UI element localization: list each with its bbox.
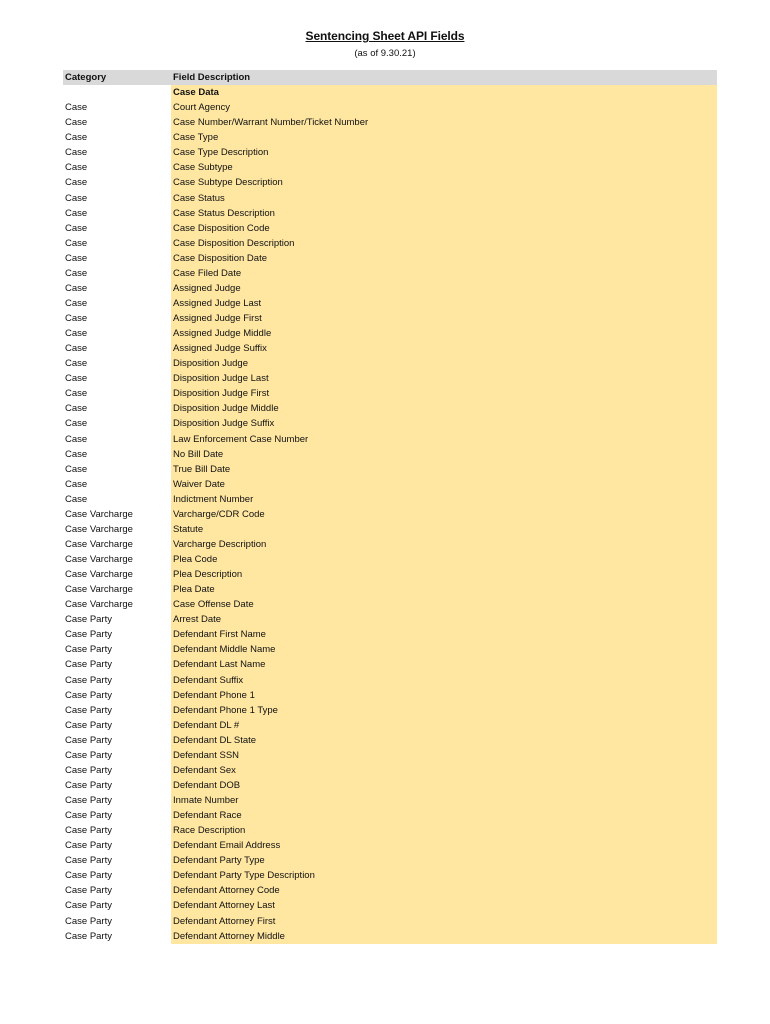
table-row xyxy=(63,868,717,883)
row-field-description: Defendant Attorney First xyxy=(171,914,717,929)
row-field-description: Plea Description xyxy=(171,567,717,582)
row-field-description: Varcharge Description xyxy=(171,537,717,552)
table-row xyxy=(63,477,717,492)
table-row xyxy=(63,175,717,190)
row-field-description: Case Filed Date xyxy=(171,266,717,281)
row-field-description: Disposition Judge xyxy=(171,356,717,371)
row-field-description: Defendant Party Type xyxy=(171,853,717,868)
row-category: Case Varcharge xyxy=(65,569,133,581)
row-category: Case xyxy=(65,207,88,219)
row-field-description: Case Offense Date xyxy=(171,597,717,612)
row-category: Case Party xyxy=(65,749,112,761)
row-field-description: Defendant Middle Name xyxy=(171,642,717,657)
row-category: Case Party xyxy=(65,915,112,927)
row-field-description: Indictment Number xyxy=(171,492,717,507)
row-field-description: Inmate Number xyxy=(171,793,717,808)
table-row xyxy=(63,793,717,808)
table-row xyxy=(63,266,717,281)
table-row xyxy=(63,507,717,522)
row-category: Case Party xyxy=(65,734,112,746)
table-row xyxy=(63,386,717,401)
row-field-description: Defendant DL State xyxy=(171,733,717,748)
table-row xyxy=(63,130,717,145)
fields-table xyxy=(63,70,717,944)
row-category: Case Party xyxy=(65,900,112,912)
row-category: Case Varcharge xyxy=(65,538,133,550)
table-row xyxy=(63,582,717,597)
row-field-description: Case Number/Warrant Number/Ticket Number xyxy=(171,115,717,130)
row-category: Case Party xyxy=(65,779,112,791)
row-field-description: Defendant Sex xyxy=(171,763,717,778)
table-row xyxy=(63,191,717,206)
row-category: Case Party xyxy=(65,795,112,806)
row-category: Case Party xyxy=(65,840,112,852)
row-category: Case xyxy=(65,222,88,234)
table-row xyxy=(63,221,717,236)
row-category: Case Party xyxy=(65,629,112,641)
section-title: Case Data xyxy=(171,85,717,100)
row-field-description: Statute xyxy=(171,522,717,537)
row-field-description: True Bill Date xyxy=(171,462,717,477)
page-subtitle: (as of 9.30.21) xyxy=(354,48,416,59)
row-field-description: No Bill Date xyxy=(171,447,717,462)
row-field-description: Assigned Judge Middle xyxy=(171,326,717,341)
row-category: Case xyxy=(65,433,88,445)
row-field-description: Arrest Date xyxy=(171,612,717,627)
row-category: Case xyxy=(65,147,88,159)
row-category: Case xyxy=(65,373,88,385)
row-category: Case xyxy=(65,343,88,355)
row-field-description: Defendant Attorney Last xyxy=(171,898,717,913)
table-row xyxy=(63,160,717,175)
row-category: Case xyxy=(65,282,88,294)
row-category: Case xyxy=(65,192,88,204)
row-field-description: Case Disposition Description xyxy=(171,236,717,251)
row-category: Case xyxy=(65,388,88,400)
row-field-description: Case Subtype xyxy=(171,160,717,175)
table-row xyxy=(63,100,717,115)
row-field-description: Case Disposition Code xyxy=(171,221,717,236)
row-field-description: Court Agency xyxy=(171,100,717,115)
row-field-description: Defendant Phone 1 xyxy=(171,688,717,703)
table-row xyxy=(63,838,717,853)
row-category: Case xyxy=(65,463,88,475)
table-row xyxy=(63,597,717,612)
row-field-description: Plea Code xyxy=(171,552,717,567)
row-field-description: Defendant Phone 1 Type xyxy=(171,703,717,718)
table-row xyxy=(63,432,717,447)
row-field-description: Defendant Attorney Code xyxy=(171,883,717,898)
row-field-description: Defendant Suffix xyxy=(171,673,717,688)
table-row xyxy=(63,657,717,672)
table-row xyxy=(63,145,717,160)
table-row xyxy=(63,401,717,416)
row-category: Case Party xyxy=(65,764,112,776)
table-row xyxy=(63,552,717,567)
row-category: Case Party xyxy=(65,885,112,897)
header-category: Category xyxy=(65,72,107,83)
table-row xyxy=(63,115,717,130)
row-field-description: Case Type xyxy=(171,130,717,145)
table-row xyxy=(63,718,717,733)
table-row xyxy=(63,251,717,266)
section-category-empty xyxy=(63,85,171,100)
row-category: Case Party xyxy=(65,674,112,686)
row-field-description: Defendant DL # xyxy=(171,718,717,733)
row-field-description: Defendant DOB xyxy=(171,778,717,793)
header-field-description: Field Description xyxy=(171,70,717,85)
row-category: Case xyxy=(65,403,88,415)
table-row xyxy=(63,356,717,371)
row-field-description: Case Type Description xyxy=(171,145,717,160)
table-row xyxy=(63,898,717,913)
row-category: Case Varcharge xyxy=(65,508,133,520)
row-field-description: Defendant Email Address xyxy=(171,838,717,853)
row-category: Case Party xyxy=(65,930,112,942)
table-row xyxy=(63,522,717,537)
row-field-description: Law Enforcement Case Number xyxy=(171,432,717,447)
row-category: Case xyxy=(65,297,88,309)
row-field-description: Defendant SSN xyxy=(171,748,717,763)
row-category: Case xyxy=(65,418,88,430)
row-field-description: Defendant Last Name xyxy=(171,657,717,672)
row-field-description: Defendant First Name xyxy=(171,627,717,642)
table-row xyxy=(63,371,717,386)
row-category: Case Party xyxy=(65,810,112,822)
row-category: Case Party xyxy=(65,870,112,882)
row-field-description: Race Description xyxy=(171,823,717,838)
row-field-description: Assigned Judge Suffix xyxy=(171,341,717,356)
row-category: Case xyxy=(65,237,88,249)
row-field-description: Waiver Date xyxy=(171,477,717,492)
table-row xyxy=(63,703,717,718)
row-category: Case Party xyxy=(65,855,112,867)
row-category: Case Party xyxy=(65,644,112,656)
row-category: Case Party xyxy=(65,614,112,626)
row-category: Case Party xyxy=(65,825,112,837)
table-row xyxy=(63,688,717,703)
row-field-description: Plea Date xyxy=(171,582,717,597)
row-category: Case xyxy=(65,162,88,174)
row-field-description: Disposition Judge Middle xyxy=(171,401,717,416)
row-category: Case xyxy=(65,493,88,505)
row-field-description: Disposition Judge Last xyxy=(171,371,717,386)
row-field-description: Assigned Judge First xyxy=(171,311,717,326)
table-row xyxy=(63,929,717,944)
row-category: Case xyxy=(65,177,88,189)
page-title: Sentencing Sheet API Fields xyxy=(305,29,465,43)
table-row xyxy=(63,763,717,778)
row-category: Case xyxy=(65,448,88,460)
table-row xyxy=(63,612,717,627)
row-field-description: Case Subtype Description xyxy=(171,175,717,190)
table-row xyxy=(63,296,717,311)
row-category: Case Party xyxy=(65,659,112,671)
row-category: Case xyxy=(65,132,88,144)
row-field-description: Defendant Party Type Description xyxy=(171,868,717,883)
table-row xyxy=(63,778,717,793)
table-row xyxy=(63,281,717,296)
row-category: Case xyxy=(65,358,88,370)
table-row xyxy=(63,311,717,326)
table-row xyxy=(63,236,717,251)
table-row xyxy=(63,567,717,582)
row-category: Case xyxy=(65,252,88,264)
table-row xyxy=(63,914,717,929)
row-field-description: Disposition Judge First xyxy=(171,386,717,401)
row-category: Case Varcharge xyxy=(65,599,133,611)
row-category: Case Varcharge xyxy=(65,584,133,596)
table-row xyxy=(63,341,717,356)
table-row xyxy=(63,808,717,823)
row-field-description: Assigned Judge Last xyxy=(171,296,717,311)
table-header-row xyxy=(63,70,717,85)
row-field-description: Disposition Judge Suffix xyxy=(171,416,717,431)
row-category: Case xyxy=(65,267,88,279)
row-category: Case xyxy=(65,478,88,490)
table-row xyxy=(63,537,717,552)
row-field-description: Case Status xyxy=(171,191,717,206)
row-category: Case Varcharge xyxy=(65,554,133,565)
table-row xyxy=(63,853,717,868)
row-category: Case Varcharge xyxy=(65,523,133,535)
table-row xyxy=(63,326,717,341)
row-category: Case Party xyxy=(65,719,112,731)
table-row xyxy=(63,733,717,748)
row-category: Case xyxy=(65,313,88,324)
row-category: Case xyxy=(65,328,88,340)
table-row xyxy=(63,673,717,688)
row-field-description: Case Disposition Date xyxy=(171,251,717,266)
row-category: Case xyxy=(65,117,88,129)
table-row xyxy=(63,492,717,507)
table-row xyxy=(63,462,717,477)
table-row xyxy=(63,883,717,898)
table-row xyxy=(63,823,717,838)
row-field-description: Defendant Attorney Middle xyxy=(171,929,717,944)
table-row xyxy=(63,447,717,462)
table-row xyxy=(63,206,717,221)
row-category: Case Party xyxy=(65,704,112,716)
table-body xyxy=(63,100,717,944)
row-field-description: Varcharge/CDR Code xyxy=(171,507,717,522)
table-row xyxy=(63,627,717,642)
row-category: Case xyxy=(65,102,88,114)
row-category: Case Party xyxy=(65,689,112,701)
section-row xyxy=(63,85,717,100)
row-field-description: Case Status Description xyxy=(171,206,717,221)
table-row xyxy=(63,748,717,763)
row-field-description: Defendant Race xyxy=(171,808,717,823)
table-row xyxy=(63,416,717,431)
row-field-description: Assigned Judge xyxy=(171,281,717,296)
table-row xyxy=(63,642,717,657)
